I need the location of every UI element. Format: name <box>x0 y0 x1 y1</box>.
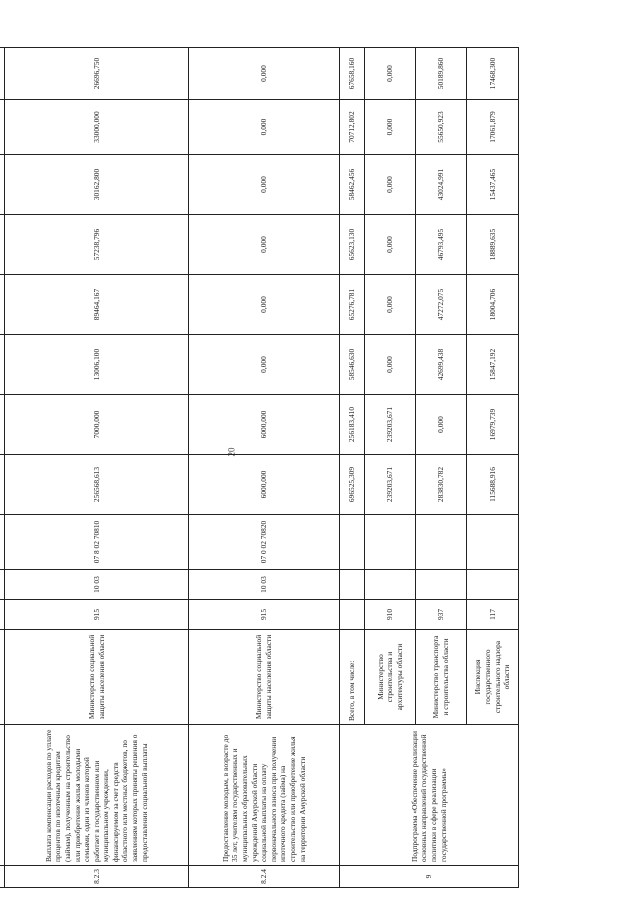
grbs-code: 915 <box>189 600 340 630</box>
value-cell: 55650,923 <box>416 100 467 155</box>
value-cell: 15437,465 <box>467 155 519 215</box>
table-row <box>340 48 365 888</box>
budget-table <box>0 47 519 888</box>
csr-code <box>340 515 365 570</box>
value-cell: 33000,000 <box>5 100 189 155</box>
csr-code <box>416 515 467 570</box>
value-cell: 0,000 <box>189 215 340 275</box>
value-cell: 42699,438 <box>416 335 467 395</box>
csr-code: 07 0 02 70820 <box>189 515 340 570</box>
value-cell: 47272,075 <box>416 275 467 335</box>
value-cell: 26696,750 <box>5 48 189 100</box>
value-cell: 6000,000 <box>189 395 340 455</box>
rzpr-code <box>365 570 416 600</box>
value-cell: 115688,916 <box>467 455 519 515</box>
executor: Инспекция государственного строительного надзора области <box>467 630 519 725</box>
measure-name: Предоставление молодым, в возрасте до 35 лет, учителям государственных и муниципальных образовательных учреждений Амурской области социальной выплаты на оплату первоначального взноса при получении ипотечного кредита (займа) на строительство или приобретение жилья на территории Амурской области <box>189 725 340 866</box>
executor: Всего, в том числе: <box>340 630 365 725</box>
value-cell: 17468,300 <box>467 48 519 100</box>
value-cell: 18004,706 <box>467 275 519 335</box>
table-row <box>189 48 340 888</box>
value-cell: 50189,860 <box>416 48 467 100</box>
rotated-page <box>0 48 632 888</box>
value-cell: 239203,671 <box>365 395 416 455</box>
value-cell: 18889,635 <box>467 215 519 275</box>
value-cell: 0,000 <box>365 275 416 335</box>
value-cell: 256183,410 <box>340 395 365 455</box>
value-cell: 0,000 <box>365 48 416 100</box>
value-cell: 65623,130 <box>340 215 365 275</box>
page-number: 20 <box>226 447 237 457</box>
row-number: 8.2.3 <box>5 866 189 888</box>
value-cell: 89464,167 <box>5 275 189 335</box>
value-cell: 256568,613 <box>5 455 189 515</box>
value-cell: 7000,000 <box>5 395 189 455</box>
value-cell: 0,000 <box>365 155 416 215</box>
value-cell: 15847,192 <box>467 335 519 395</box>
csr-code: 07 8 02 70810 <box>5 515 189 570</box>
value-cell: 0,000 <box>189 155 340 215</box>
rzpr-code <box>416 570 467 600</box>
value-cell: 0,000 <box>189 48 340 100</box>
value-cell: 16979,739 <box>467 395 519 455</box>
value-cell: 0,000 <box>189 335 340 395</box>
value-cell: 0,000 <box>416 395 467 455</box>
executor: Министерство социальной защиты населения области <box>189 630 340 725</box>
value-cell: 58462,456 <box>340 155 365 215</box>
value-cell: 46793,495 <box>416 215 467 275</box>
rzpr-code: 10 03 <box>189 570 340 600</box>
rzpr-code <box>467 570 519 600</box>
grbs-code: 117 <box>467 600 519 630</box>
value-cell: 13006,100 <box>5 335 189 395</box>
value-cell: 696525,309 <box>340 455 365 515</box>
value-cell: 0,000 <box>365 215 416 275</box>
value-cell: 65276,781 <box>340 275 365 335</box>
grbs-code: 910 <box>365 600 416 630</box>
row-number: 9 <box>340 866 519 888</box>
value-cell: 0,000 <box>365 100 416 155</box>
value-cell: 6000,000 <box>189 455 340 515</box>
csr-code <box>365 515 416 570</box>
executor: Министерство транспорта и строительства области <box>416 630 467 725</box>
rzpr-code <box>340 570 365 600</box>
grbs-code: 937 <box>416 600 467 630</box>
row-number: 8.2.4 <box>189 866 340 888</box>
subprogram-name: Подпрограмма «Обеспечение реализации основных направлений государственной политики в сфере реализации государственной программы» <box>340 725 519 866</box>
measure-name: Выплата компенсации расходов по уплате процентов по ипотечным кредитам (займам), полученным на строительство или приобретение жилья молодыми семьями, один из членов которой работает в государственном или муниципальном учреждении, финансируемом за счет средств областного или местных бюджетов, по заявлениям которых приняты решения о предоставлении социальной выплаты <box>5 725 189 866</box>
rzpr-code: 10 03 <box>5 570 189 600</box>
value-cell: 0,000 <box>365 335 416 395</box>
executor: Министерство социальной защиты населения области <box>5 630 189 725</box>
csr-code <box>467 515 519 570</box>
value-cell: 0,000 <box>189 275 340 335</box>
value-cell: 67658,160 <box>340 48 365 100</box>
value-cell: 283830,782 <box>416 455 467 515</box>
value-cell: 57238,796 <box>5 215 189 275</box>
value-cell: 58546,630 <box>340 335 365 395</box>
value-cell: 0,000 <box>189 100 340 155</box>
value-cell: 43024,991 <box>416 155 467 215</box>
executor: Министерство строительства и архитектуры области <box>365 630 416 725</box>
value-cell: 239203,671 <box>365 455 416 515</box>
grbs-code <box>340 600 365 630</box>
grbs-code: 915 <box>5 600 189 630</box>
value-cell: 30162,800 <box>5 155 189 215</box>
value-cell: 17061,879 <box>467 100 519 155</box>
table-row <box>5 48 189 888</box>
value-cell: 70712,802 <box>340 100 365 155</box>
